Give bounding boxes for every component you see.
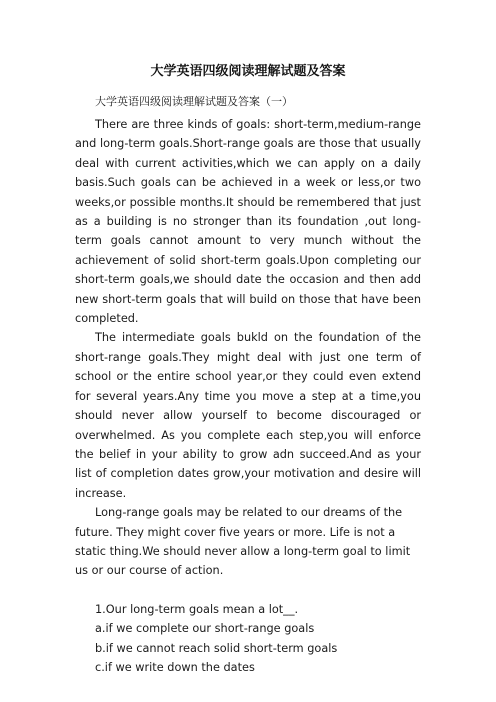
document-title: 大学英语四级阅读理解试题及答案: [150, 64, 346, 79]
document-body: [75, 115, 421, 677]
paragraph-1: There are three kinds of goals: short-term,medium-range and long-term goals.Short-range goals are those that usually deal with current activities,which we can apply on a daily basis.Such goals can be achieved in a week or less,or two weeks,or possible months.It should be remembered that just as a building is no stronger than its foundation ,out long-term goals cannot amount to very munch without the achievement of solid short-term goals.Upon completing our short-term goals,we should date the occasion and then add new short-term goals that will build on those that have been completed.: [75, 118, 421, 326]
question-option-a: a.if we complete our short-range goals: [95, 622, 315, 636]
question-option-c: c.if we write down the dates: [95, 660, 255, 674]
paragraph-spacer: [75, 581, 421, 600]
document-subtitle: 大学英语四级阅读理解试题及答案（一）: [95, 95, 293, 108]
paragraph-3: Long-range goals may be related to our dreams of the future. They might cover five years or more. Life is not a static thing.We should never allow a long-term goal to limit us or our course of action.: [75, 506, 411, 578]
question-stem: 1.Our long-term goals mean a lot__.: [95, 602, 299, 616]
paragraph-2: The intermediate goals bukld on the foundation of the short-range goals.They might deal with just one term of school or the entire school year,or they could even extend for several years.Any time you move a step at a time,you should never allow yourself to become discouraged or overwhelmed. As you complete each step,you will enforce the belief in your ability to grow adn succeed.And as your list of completion dates grow,your motivation and desire will increase.: [75, 331, 421, 500]
question-option-b: b.if we cannot reach solid short-term goals: [95, 641, 338, 655]
